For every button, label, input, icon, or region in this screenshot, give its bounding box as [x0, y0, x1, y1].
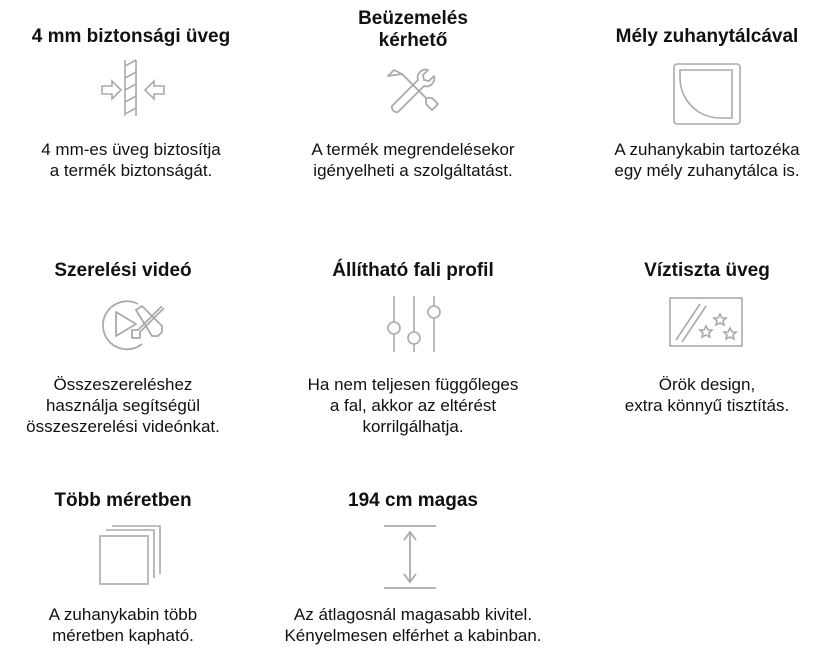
desc-line: Az átlagosnál magasabb kivitel. — [293, 605, 533, 624]
desc-line: A zuhanykabin tartozéka — [614, 140, 800, 159]
feature-assembly-video-desc — [0, 374, 258, 437]
safety-glass-icon — [98, 58, 168, 118]
feature-title: Szerelési videó — [54, 260, 192, 281]
feature-height-desc — [278, 604, 548, 646]
desc-line: Ha nem teljesen függőleges — [307, 375, 519, 394]
desc-line: A termék megrendelésekor — [311, 140, 515, 159]
assembly-video-icon — [98, 296, 168, 352]
feature-safety-glass-desc — [0, 139, 266, 181]
desc-line: összeszerelési videónkat. — [26, 417, 220, 436]
desc-line: egy mély zuhanytálca is. — [614, 161, 800, 180]
feature-clean-glass — [572, 260, 830, 282]
desc-line: méretben kapható. — [52, 626, 194, 645]
multiple-sizes-icon — [98, 524, 162, 588]
feature-shower-tray-desc — [572, 139, 830, 181]
feature-assembly-video — [0, 260, 258, 282]
adjustable-profile-icon — [382, 294, 446, 354]
feature-title: Állítható fali profil — [332, 260, 494, 281]
desc-line: használja segítségül — [45, 396, 201, 415]
desc-line: extra könnyű tisztítás. — [624, 396, 790, 415]
feature-title: 194 cm magas — [348, 490, 478, 511]
feature-installation-desc — [278, 139, 548, 181]
height-icon — [380, 524, 440, 590]
shower-tray-icon — [672, 62, 742, 126]
desc-line: Örök design, — [658, 375, 756, 394]
feature-adjustable-profile-desc — [278, 374, 548, 437]
feature-shower-tray — [572, 26, 830, 48]
feature-multiple-sizes — [0, 490, 258, 512]
desc-line: korrilgálhatja. — [362, 417, 464, 436]
desc-line: a fal, akkor az eltérést — [329, 396, 497, 415]
feature-height — [278, 490, 548, 512]
desc-line: igényelheti a szolgáltatást. — [313, 161, 513, 180]
feature-safety-glass — [0, 26, 266, 48]
desc-line: Összeszereléshez — [53, 375, 193, 394]
feature-clean-glass-desc — [572, 374, 830, 416]
clean-glass-icon — [668, 296, 744, 348]
feature-adjustable-profile — [278, 260, 548, 282]
desc-line: 4 mm-es üveg biztosítja — [41, 140, 221, 159]
desc-line: a termék biztonságát. — [49, 161, 213, 180]
desc-line: Kényelmesen elférhet a kabinban. — [284, 626, 542, 645]
feature-title: Beüzemelés kérhető — [358, 8, 468, 51]
feature-installation — [278, 8, 548, 52]
feature-title: Mély zuhanytálcával — [615, 26, 799, 47]
tools-icon — [380, 64, 440, 124]
feature-title: 4 mm biztonsági üveg — [31, 26, 231, 47]
feature-multiple-sizes-desc — [0, 604, 258, 646]
feature-title: Víztiszta üveg — [644, 260, 770, 281]
feature-title: Több méretben — [54, 490, 192, 511]
desc-line: A zuhanykabin több — [48, 605, 198, 624]
